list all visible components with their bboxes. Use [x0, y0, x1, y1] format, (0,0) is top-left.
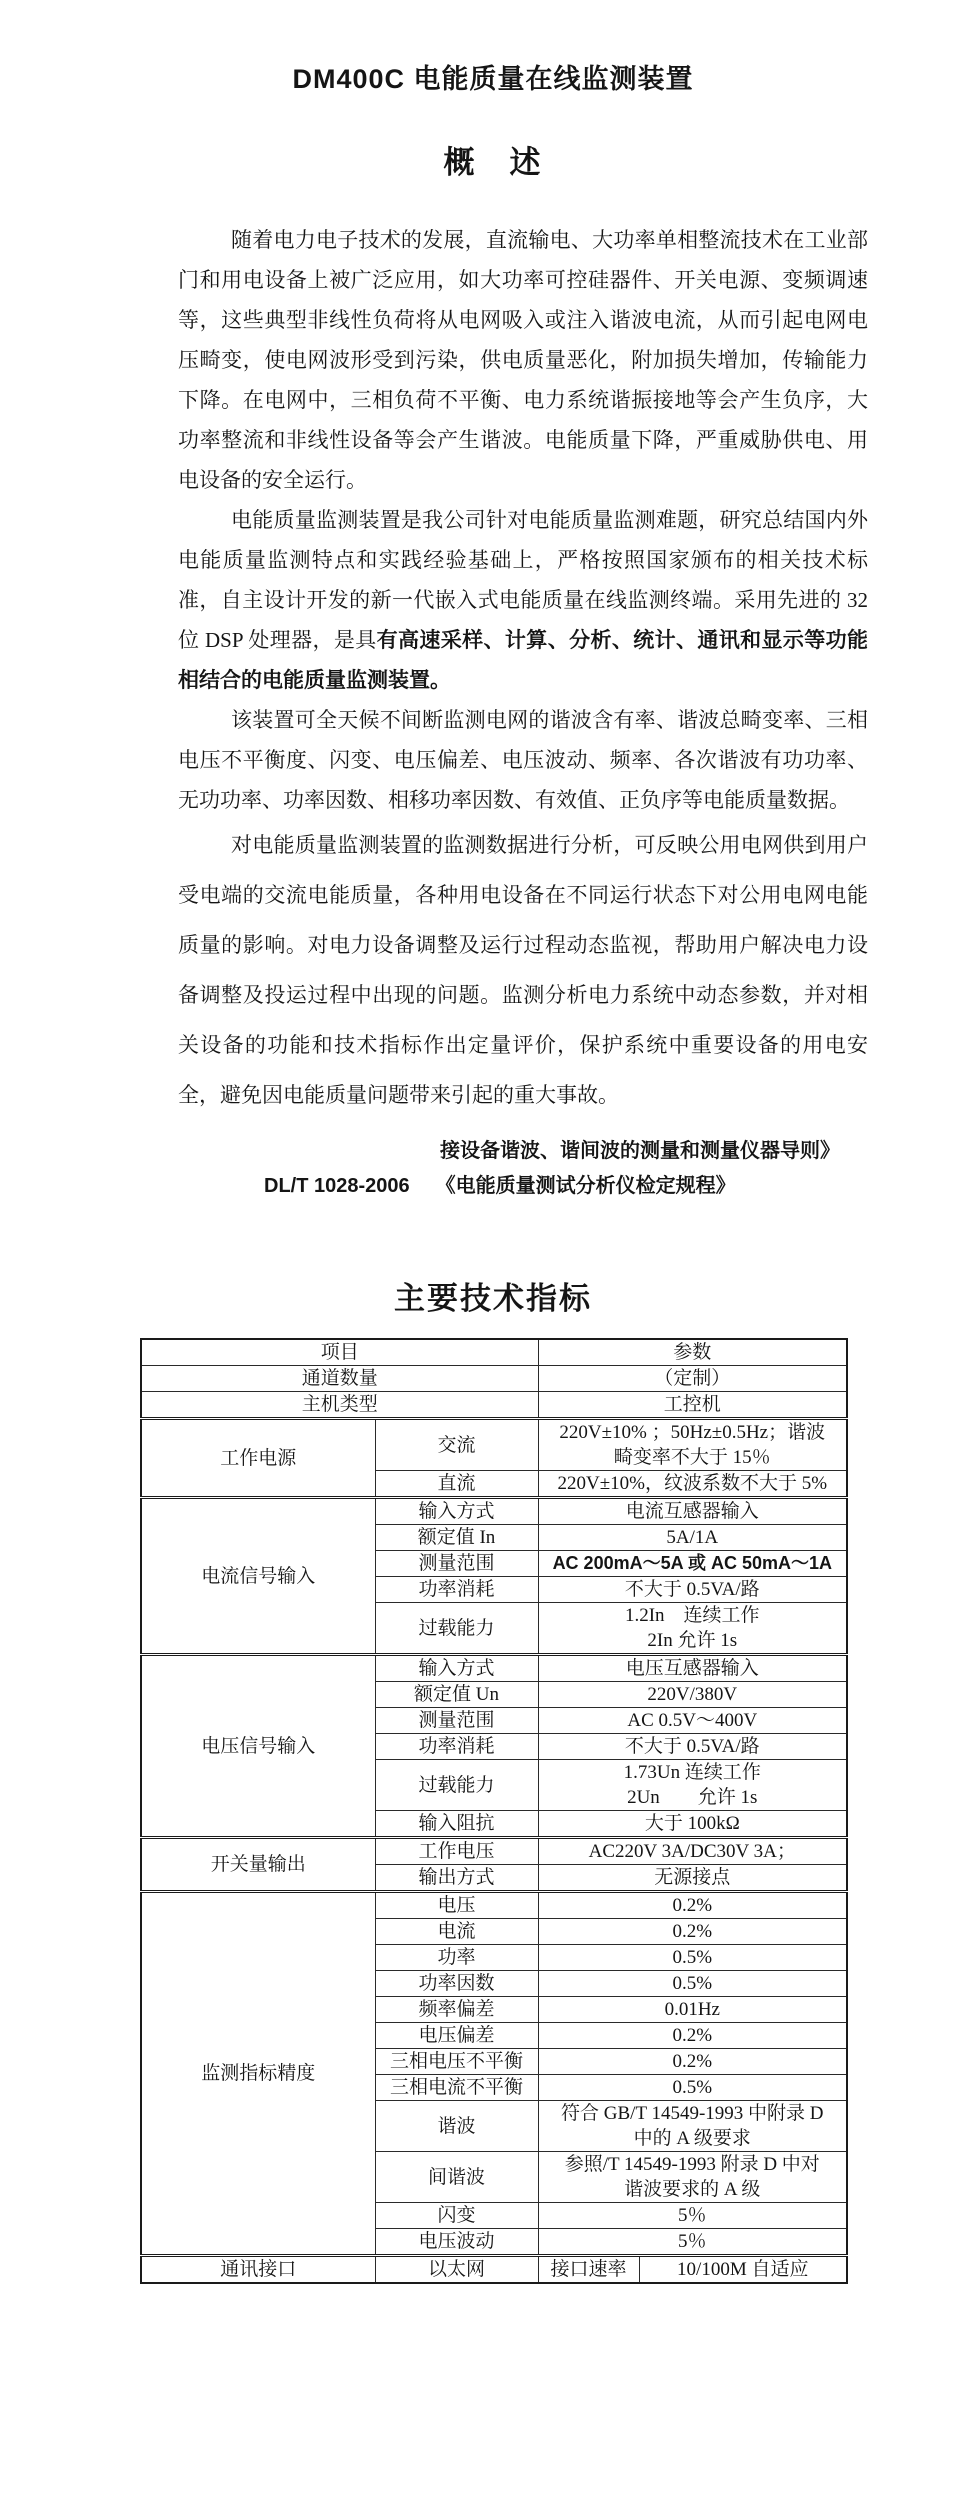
paragraph-text: 随着电力电子技术的发展，直流输电、大功率单相整流技术在工业部门和用电设备上被广泛应用，如大功率可控硅器件、开关电源、变频调速等，这些典型非线性负荷将从电网吸入或注入谐波电流，从而引起电网电压畸变，使电网波形受到污染，供电质量恶化，附加损失增加，传输能力下降。在电网中，三相负荷不平衡、电力系统谐振接地等会产生负序，大功率整流和非线性设备等会产生谐波。电能质量下降，严重威胁供电、用电设备的安全运行。 [178, 228, 868, 492]
spec-cell: 0.5% [538, 1945, 847, 1971]
spec-row [141, 1366, 847, 1392]
spec-cell: 大于 100kΩ [538, 1811, 847, 1838]
spec-cell: 额定值 Un [375, 1682, 538, 1708]
spec-cell: 监测指标精度 [141, 1892, 375, 2256]
spec-cell: 0.01Hz [538, 1997, 847, 2023]
paragraph-text: 电能质量监测装置是我公司针对电能质量监测难题，研究总结国内外电能质量监测特点和实践经验基础上，严格按照国家颁布的相关技术标准，自主设计开发的新一代嵌入式电能质量在线监测终端。采用先进的 32 位 DSP 处理器，是具 [178, 508, 868, 652]
spec-cell: AC 0.5V～400V [538, 1708, 847, 1734]
spec-row [141, 1655, 847, 1682]
spec-cell: 电流信号输入 [141, 1498, 375, 1655]
spec-cell: （定制） [538, 1366, 847, 1392]
spec-cell: 工作电源 [141, 1419, 375, 1498]
spec-cell: 220V±10% ；50Hz±0.5Hz；谐波 畸变率不大于 15％ [538, 1419, 847, 1471]
spec-cell: 频率偏差 [375, 1997, 538, 2023]
spec-row [141, 1339, 847, 1366]
spec-row [141, 1892, 847, 1919]
spec-cell: 通道数量 [141, 1366, 538, 1392]
spec-cell: 无源接点 [538, 1865, 847, 1892]
spec-cell: 输入方式 [375, 1655, 538, 1682]
paragraph-text: 对电能质量监测装置的监测数据进行分析，可反映公用电网供到用户受电端的交流电能质量，各种用电设备在不同运行状态下对公用电网电能质量的影响。对电力设备调整及运行过程动态监视，帮助用户解决电力设备调整及投运过程中出现的问题。监测分析电力系统中动态参数，并对相关设备的功能和技术指标作出定量评价，保护系统中重要设备的用电安全，避免因电能质量问题带来引起的重大事故。 [178, 833, 868, 1107]
paragraph [178, 700, 868, 820]
spec-cell: 5％ [538, 2203, 847, 2229]
spec-cell: AC220V 3A/DC30V 3A； [538, 1838, 847, 1865]
spec-cell: AC 200mA～5A 或 AC 50mA～1A [538, 1551, 847, 1577]
spec-cell: 以太网 [375, 2256, 538, 2284]
paragraph [178, 500, 868, 700]
spec-cell: 10/100M 自适应 [639, 2256, 847, 2284]
specs-heading: 主要技术指标 [394, 1281, 592, 1316]
spec-row [141, 2256, 847, 2284]
spec-cell: 交流 [375, 1419, 538, 1471]
spec-cell: 闪变 [375, 2203, 538, 2229]
spec-cell: 测量范围 [375, 1551, 538, 1577]
spec-cell: 220V/380V [538, 1682, 847, 1708]
spec-cell: 三相电流不平衡 [375, 2075, 538, 2101]
spec-row [141, 1419, 847, 1471]
spec-cell: 符合 GB/T 14549-1993 中附录 D 中的 A 级要求 [538, 2101, 847, 2152]
overview-body [178, 220, 868, 1120]
spec-cell: 0.2% [538, 2049, 847, 2075]
spec-row [141, 1838, 847, 1865]
paragraph-text: 该装置可全天候不间断监测电网的谐波含有率、谐波总畸变率、三相电压不平衡度、闪变、电压偏差、电压波动、频率、各次谐波有功功率、无功功率、功率因数、相移功率因数、有效值、正负序等电能质量数据。 [178, 708, 868, 812]
specs-table [140, 1338, 848, 2284]
spec-cell: 不大于 0.5VA/路 [538, 1734, 847, 1760]
spec-cell: 过载能力 [375, 1603, 538, 1655]
spec-cell: 电压互感器输入 [538, 1655, 847, 1682]
spec-cell: 功率 [375, 1945, 538, 1971]
spec-cell: 5A/1A [538, 1525, 847, 1551]
spec-cell: 工作电压 [375, 1838, 538, 1865]
spec-cell: 不大于 0.5VA/路 [538, 1577, 847, 1603]
spec-cell: 电压信号输入 [141, 1655, 375, 1838]
spec-cell: 工控机 [538, 1392, 847, 1419]
spec-cell: 输入阻抗 [375, 1811, 538, 1838]
spec-cell: 参数 [538, 1339, 847, 1366]
spec-cell: 功率消耗 [375, 1734, 538, 1760]
references-block [178, 1134, 868, 1204]
spec-cell: 电压 [375, 1892, 538, 1919]
reference-standard-code: DL/T 1028-2006 [264, 1175, 410, 1197]
spec-cell: 额定值 In [375, 1525, 538, 1551]
spec-cell: 电压波动 [375, 2229, 538, 2256]
reference-line-dlt [178, 1169, 868, 1204]
spec-cell: 接口速率 [538, 2256, 639, 2284]
spec-cell: 1.73Un 连续工作 2Un 允许 1s [538, 1760, 847, 1811]
paragraph-bold-text: 有高速采样、计算、分析、统计、通讯和显示等功能相结合的电能质量监测装置。 [178, 628, 868, 692]
spec-cell: 电压偏差 [375, 2023, 538, 2049]
spec-cell: 项目 [141, 1339, 538, 1366]
spec-row [141, 1392, 847, 1419]
spec-cell: 参照/T 14549-1993 附录 D 中对 谐波要求的 A 级 [538, 2152, 847, 2203]
spec-cell: 间谐波 [375, 2152, 538, 2203]
spec-cell: 开关量输出 [141, 1838, 375, 1892]
spec-cell: 主机类型 [141, 1392, 538, 1419]
overview-heading: 概 述 [443, 145, 543, 180]
spec-cell: 0.2% [538, 1919, 847, 1945]
spec-cell: 过载能力 [375, 1760, 538, 1811]
spec-cell: 直流 [375, 1471, 538, 1498]
spec-cell: 1.2In 连续工作 2In 允许 1s [538, 1603, 847, 1655]
spec-cell: 电流互感器输入 [538, 1498, 847, 1525]
page-title: DM400C 电能质量在线监测装置 [292, 64, 694, 94]
spec-cell: 功率消耗 [375, 1577, 538, 1603]
spec-row [141, 1498, 847, 1525]
spec-cell: 电流 [375, 1919, 538, 1945]
spec-cell: 输出方式 [375, 1865, 538, 1892]
spec-cell: 0.2% [538, 2023, 847, 2049]
reference-standard-title: 《电能质量测试分析仪检定规程》 [435, 1175, 736, 1197]
paragraph [178, 820, 868, 1120]
spec-cell: 输入方式 [375, 1498, 538, 1525]
spec-cell: 通讯接口 [141, 2256, 375, 2284]
spec-cell: 220V±10%，纹波系数不大于 5% [538, 1471, 847, 1498]
spec-cell: 功率因数 [375, 1971, 538, 1997]
reference-line-continuation: 接设备谐波、谐间波的测量和测量仪器导则》 [440, 1140, 840, 1162]
paragraph [178, 220, 868, 500]
spec-cell: 0.5% [538, 1971, 847, 1997]
spec-cell: 测量范围 [375, 1708, 538, 1734]
spec-cell: 三相电压不平衡 [375, 2049, 538, 2075]
spec-cell: 谐波 [375, 2101, 538, 2152]
spec-cell: 0.5% [538, 2075, 847, 2101]
spec-cell: 5％ [538, 2229, 847, 2256]
spec-cell: 0.2% [538, 1892, 847, 1919]
